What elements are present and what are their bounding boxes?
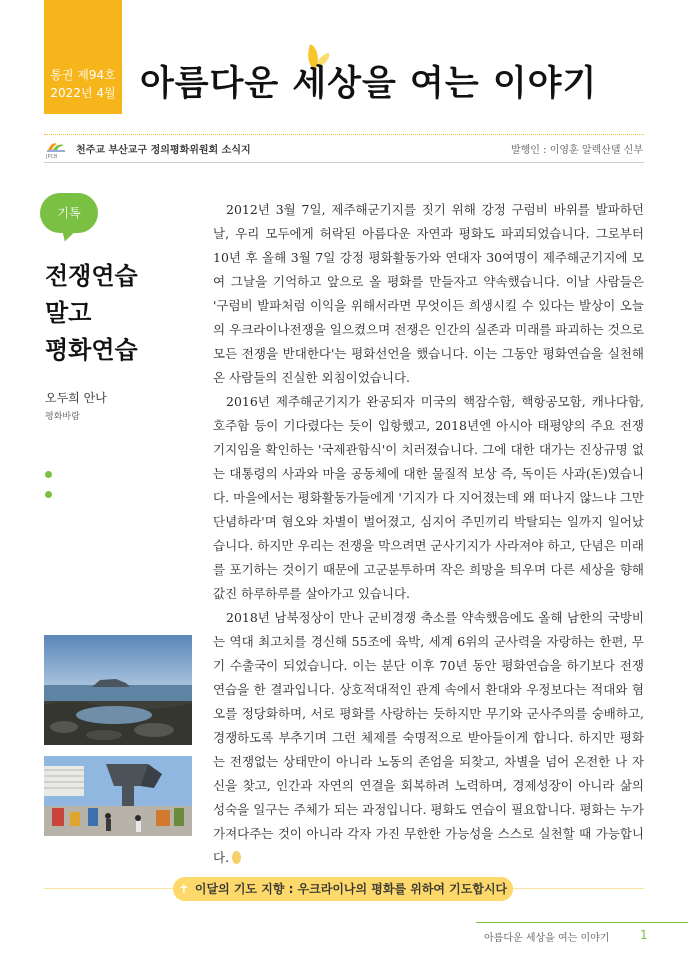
article-paragraph-3-text: 2018년 남북정상이 만나 군비경쟁 축소를 약속했음에도 올해 남한의 국방비는 역대 최고치를 경신해 55조에 육박, 세계 6위의 군사력을 자랑하는 한편, 무기 수출국이 되었습니다. 이는 분단 이후 70년 동안 평화연습을 하기보다 전쟁연습을 한 결과입니다. 상호적대적인 관계 속에서 환대와 우정보다는 적대와 혐오를 정당화하며, 서로 평화를 사랑하는 듯하지만 무기와 군사주의를 숭배하고, 경쟁하도록 부추기며 그런 체제를 숙명적으로 받아들이게 합니다. 하지만 평화는 전쟁없는 상태만이 아니라 노동의 존엄을 되찾고, 차별을 넘어 온전한 나 자신을 찾고, 인간과 자연의 연결을 회복하려 노력하며, 경제성장이 아니라 삶의 성숙을 일구는 주체가 되는 과정입니다. 평화도 연습이 필요합니다. 평화는 누가 가져다주는 것이 아니라 각자 가진 무한한 가능성을 스스로 실천할 때 가능합니다.: [213, 610, 644, 865]
author-name: 오두희 안나: [45, 391, 107, 405]
header-divider: [44, 162, 644, 163]
wheat-icon: [232, 851, 241, 864]
article-title: 전쟁연습 말고 평화연습: [45, 262, 138, 364]
article-paragraph-1: 2012년 3월 7일, 제주해군기지를 짓기 위해 강정 구럼비 바위를 발파하던 날, 우리 모두에게 허락된 아름다운 자연과 평화도 파괴되었습니다. 그로부터 10년 후 올해 3월 7일 강정 평화활동가와 연대자 30여명이 제주해군기지에 모여 그날을 기억하고 앞으로 올 평화를 만들자고 약속했습니다. 이날 사람들은 '구럼비 발파처럼 이익을 위해서라면 무엇이든 희생시킬 수 있다는 발상이 오늘의 우크라이나전쟁을 일으켰으며 전쟁은 인간의 실존과 미래를 파괴하는 것으로 모든 전쟁을 반대한다'는 평화선언을 했습니다. 이는 그동안 평화연습을 실천해온 사람들의 진실한 외침이었습니다.: [213, 202, 644, 385]
issue-number: 통권 제94호: [50, 68, 116, 82]
category-bubble: [40, 193, 98, 233]
logo-text: JPCB: [46, 154, 58, 160]
footer-divider: [476, 922, 688, 923]
header-dotted-divider: [44, 134, 644, 135]
author-affiliation: 평화바람: [45, 412, 80, 422]
prayer-intention-bar: [173, 877, 513, 901]
article-paragraph-2: 2016년 제주해군기지가 완공되자 미국의 핵잠수함, 핵항공모함, 캐나다함, 호주함 등이 기다렸다는 듯이 입항했고, 2018년엔 아시아 태평양의 주요 전쟁기지임을 확인하는 '국제관함식'이 치러졌습니다. 그에 대한 대가는 진상규명 없는 대통령의 사과와 마을 공동체에 대한 물질적 보상 즉, 독이든 사과(돈)였습니다. 마을에서는 평화활동가들에게 '기지가 다 지어졌는데 왜 떠나지 않느냐 그만 단념하라'며 혐오와 차별이 벌어졌고, 심지어 주민끼리 박탈되는 일까지 일어났습니다. 하지만 우리는 전쟁을 막으려면 군사기지가 사라져야 하고, 단념은 미래를 포기하는 것이기 때문에 고군분투하며 작은 희망을 틔우며 다른 세상을 향해 값진 하루하루를 살아가고 있습니다.: [213, 394, 644, 601]
bullet-dot-icon: [45, 471, 52, 478]
footer-publication-name: 아름다운 세상을 여는 이야기: [484, 933, 610, 944]
cross-icon: ✝: [178, 882, 189, 896]
bullet-dot-icon: [45, 491, 52, 498]
page-number: 1: [640, 928, 648, 942]
organization-name: 천주교 부산교구 정의평화위원회 소식지: [76, 145, 251, 156]
category-label: 기톡: [57, 206, 81, 220]
photo-coast: [44, 635, 192, 745]
article-paragraph-3: [213, 606, 644, 870]
issue-date: 2022년 4월: [50, 86, 116, 100]
article-body: [213, 198, 644, 870]
publisher: 발행인 : 이영훈 알렉산델 신부: [510, 145, 643, 156]
category-bubble-tail: [59, 227, 77, 244]
prayer-intention-text: 이달의 기도 지향 : 우크라이나의 평화를 위하여 기도합시다: [194, 882, 508, 896]
issue-box: [44, 0, 122, 114]
photo-gathering: [44, 756, 192, 836]
masthead-title: 아름다운 세상을 여는 이야기: [140, 64, 598, 104]
organization-logo-icon: [46, 140, 66, 152]
